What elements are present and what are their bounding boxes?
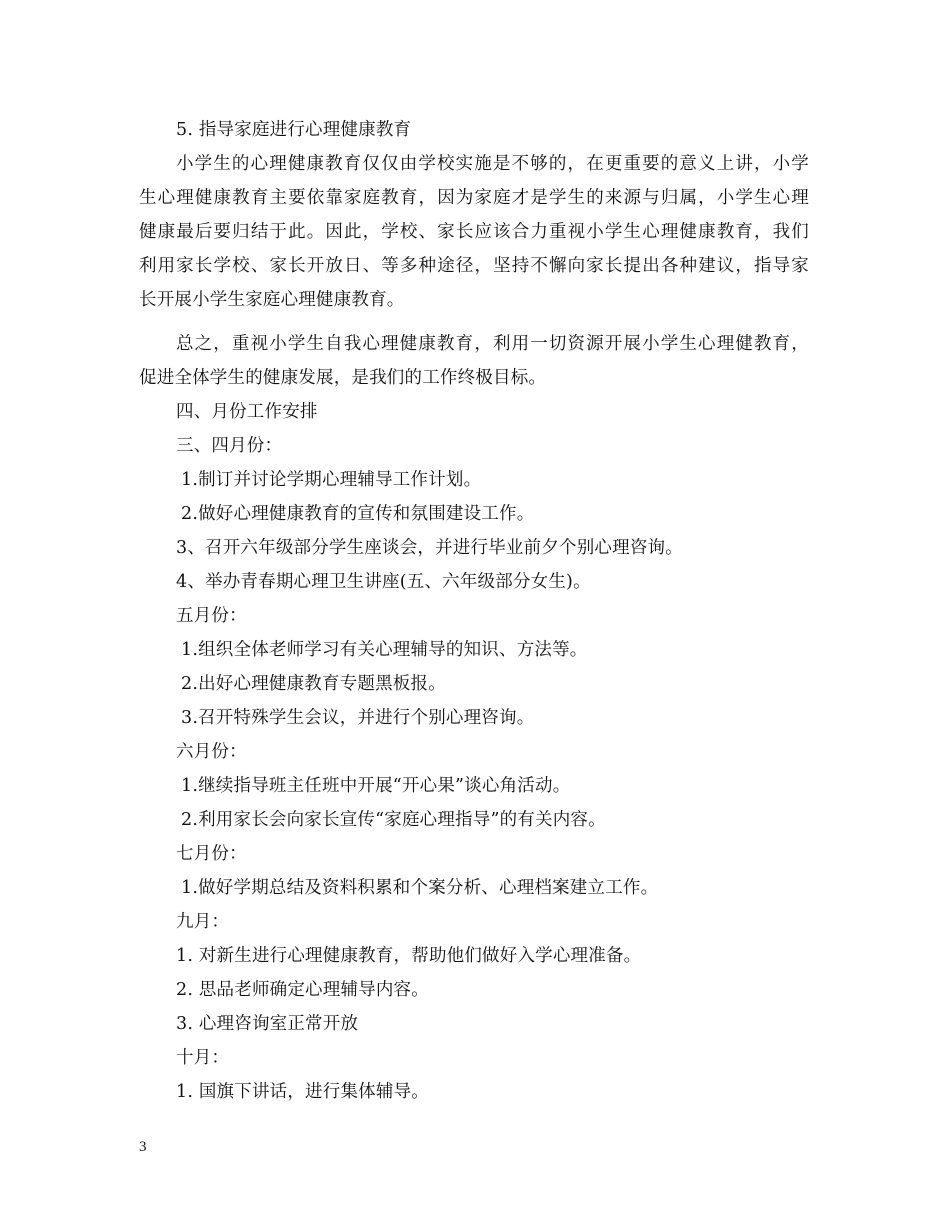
paragraph-line: 健康最后要归结于此。因此，学校、家长应该合力重视小学生心理健康教育，我们	[139, 222, 809, 242]
paragraph-line: 小学生的心理健康教育仅仅由学校实施是不够的，在更重要的意义上讲，小学	[176, 154, 809, 174]
list-item: 1.制订并讨论学期心理辅导工作计划。	[181, 470, 482, 490]
paragraph-line: 促进全体学生的健康发展，是我们的工作终极目标。	[139, 368, 547, 388]
list-item: 1.继续指导班主任班中开展“开心果”谈心角活动。	[181, 776, 571, 796]
schedule-heading: 四、月份工作安排	[176, 402, 318, 422]
list-item: 2. 思品老师确定心理辅导内容。	[176, 980, 429, 1000]
list-item: 2.出好心理健康教育专题黑板报。	[181, 674, 446, 694]
paragraph-line: 生心理健康教育主要依靠家庭教育，因为家庭才是学生的来源与归属，小学生心理	[139, 188, 809, 208]
month-title-april: 三、四月份：	[176, 436, 283, 456]
list-item: 2.利用家长会向家长宣传“家庭心理指导”的有关内容。	[181, 810, 606, 830]
month-title-may: 五月份：	[176, 606, 247, 626]
list-item: 4、举办青春期心理卫生讲座(五、六年级部分女生)。	[176, 572, 591, 592]
list-item: 3.召开特殊学生会议，并进行个别心理咨询。	[181, 708, 535, 728]
paragraph-line: 长开展小学生家庭心理健康教育。	[139, 290, 405, 310]
month-title-july: 七月份：	[176, 844, 247, 864]
list-item: 1. 国旗下讲话，进行集体辅导。	[176, 1082, 429, 1102]
month-title-june: 六月份：	[176, 742, 247, 762]
section-heading-family-guidance: 5. 指导家庭进行心理健康教育	[176, 120, 412, 140]
list-item: 1. 对新生进行心理健康教育，帮助他们做好入学心理准备。	[176, 946, 642, 966]
month-title-september: 九月：	[176, 912, 230, 932]
paragraph-line: 利用家长学校、家长开放日、等多种途径，坚持不懈向家长提出各种建议，指导家	[139, 256, 809, 276]
paragraph-line: 总之，重视小学生自我心理健康教育，利用一切资源开展小学生心理健教育，	[176, 334, 809, 354]
list-item: 3. 心理咨询室正常开放	[176, 1014, 359, 1034]
list-item: 3、召开六年级部分学生座谈会，并进行毕业前夕个别心理咨询。	[176, 538, 683, 558]
month-title-october: 十月：	[176, 1048, 230, 1068]
list-item: 2.做好心理健康教育的宣传和氛围建设工作。	[181, 504, 535, 524]
page-number: 3	[139, 1139, 147, 1155]
list-item: 1.做好学期总结及资料积累和个案分析、心理档案建立工作。	[181, 878, 659, 898]
list-item: 1.组织全体老师学习有关心理辅导的知识、方法等。	[181, 640, 588, 660]
